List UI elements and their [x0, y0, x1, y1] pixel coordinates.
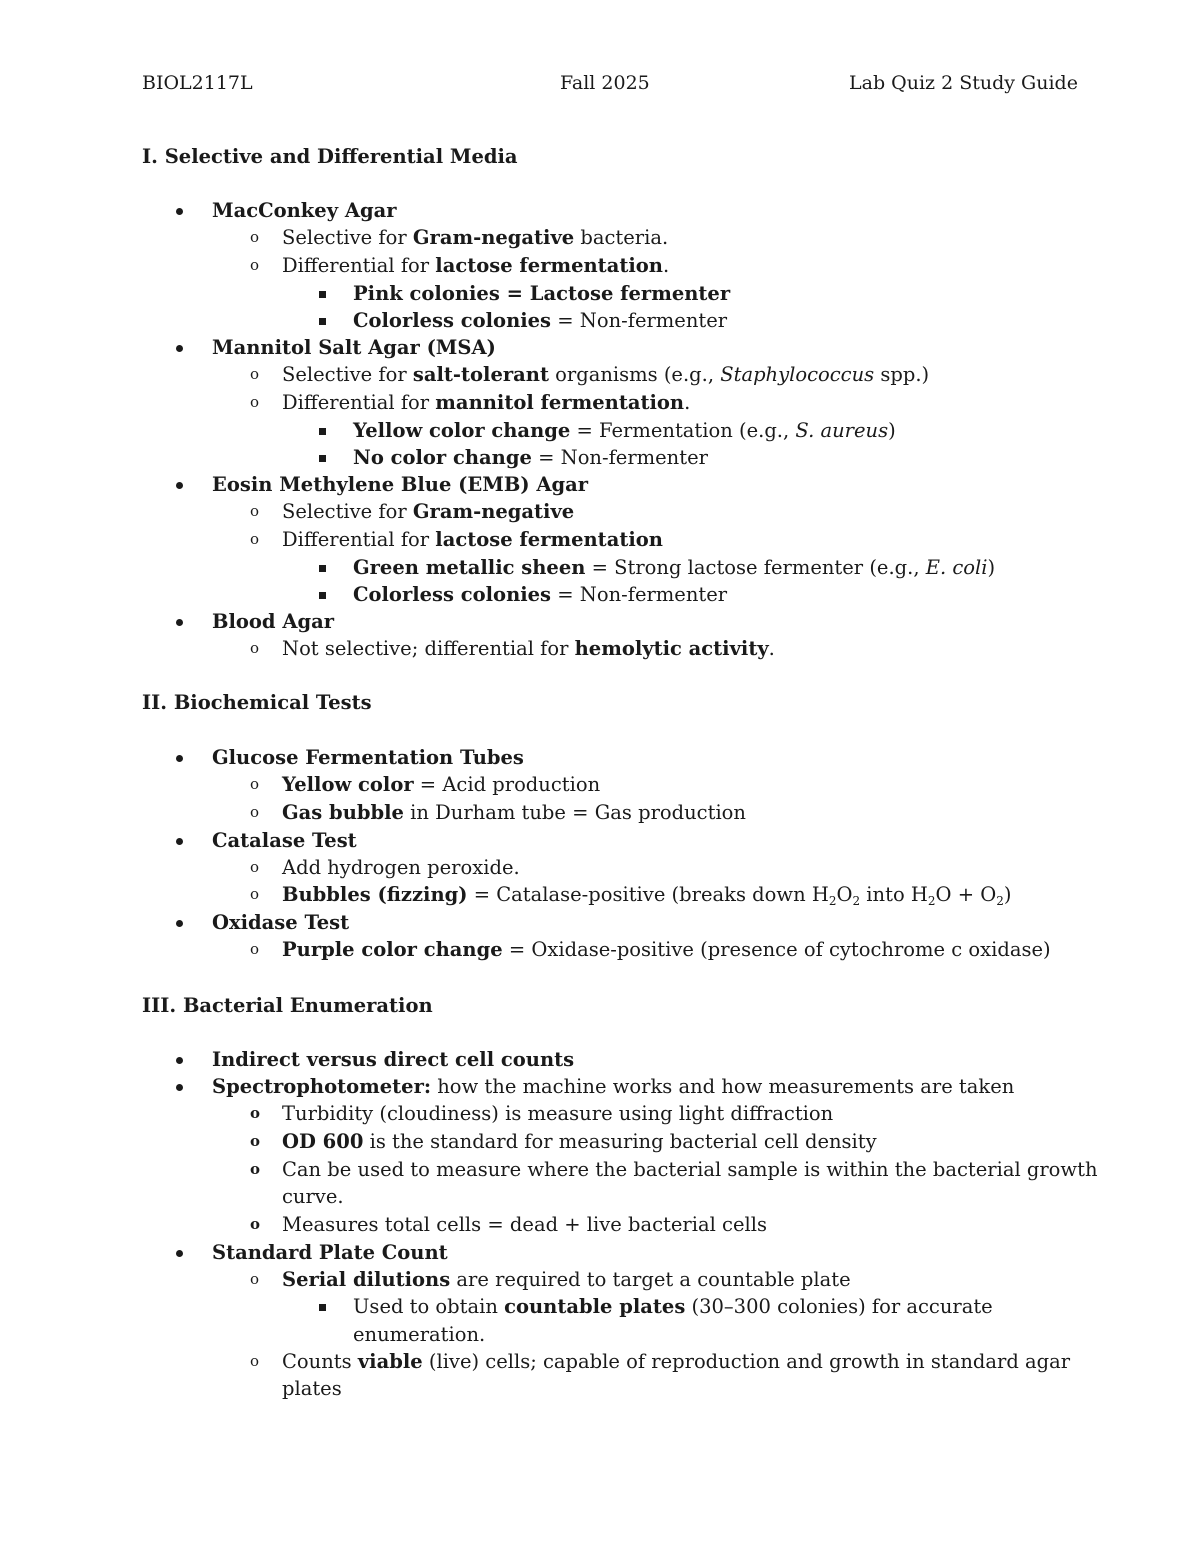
list-item: o Not selective; differential for hemolytic activity. — [250, 637, 775, 660]
circle-bullet-icon: o — [250, 256, 260, 274]
circle-bullet-icon: o — [250, 530, 260, 548]
circle-bullet-icon: o — [250, 803, 260, 821]
list-item: o Can be used to measure where the bacterial sample is within the bacterial growth — [250, 1158, 1098, 1181]
square-bullet-icon — [319, 291, 326, 298]
circle-bullet-icon: o — [250, 885, 260, 903]
list-item: o OD 600 is the standard for measuring bacterial cell density — [250, 1130, 877, 1153]
list-item: o Purple color change = Oxidase-positive (presence of cytochrome c oxidase) — [250, 938, 1051, 961]
list-item: Yellow color change = Fermentation (e.g., S. aureus) — [353, 417, 896, 444]
list-item: Colorless colonies = Non-fermenter — [353, 581, 727, 608]
list-item: Indirect versus direct cell counts — [212, 1046, 574, 1073]
list-item: o Bubbles (fizzing) = Catalase-positive (breaks down $H_2O_2$ into $H_2O + O_2$) — [250, 883, 1012, 908]
list-item: Glucose Fermentation Tubes — [212, 744, 524, 771]
list-item: Green metallic sheen = Strong lactose fermenter (e.g., E. coli) — [353, 554, 995, 581]
square-bullet-icon — [319, 455, 326, 462]
list-item: o Selective for Gram-negative bacteria. — [250, 226, 669, 249]
list-item-continuation: curve. — [282, 1185, 344, 1208]
list-item: Catalase Test — [212, 827, 357, 854]
circle-bullet-icon: o — [250, 1215, 261, 1233]
circle-bullet-icon: o — [250, 228, 260, 246]
square-bullet-icon — [319, 565, 326, 572]
list-item: o Measures total cells = dead + live bacterial cells — [250, 1213, 767, 1236]
square-bullet-icon — [319, 318, 326, 325]
circle-bullet-icon: o — [250, 858, 260, 876]
bullet-icon — [176, 920, 183, 927]
circle-bullet-icon: o — [250, 1270, 260, 1288]
list-item-continuation: enumeration. — [353, 1323, 486, 1346]
list-item: o Counts viable (live) cells; capable of reproduction and growth in standard agar — [250, 1350, 1071, 1373]
bullet-icon — [176, 208, 183, 215]
list-item: o Selective for Gram-negative — [250, 500, 575, 523]
circle-bullet-icon: o — [250, 639, 260, 657]
square-bullet-icon — [319, 1304, 326, 1311]
list-item: o Yellow color = Acid production — [250, 773, 601, 796]
circle-bullet-icon: o — [250, 775, 260, 793]
list-item: Colorless colonies = Non-fermenter — [353, 307, 727, 334]
list-item: Standard Plate Count — [212, 1239, 448, 1266]
bullet-icon — [176, 1057, 183, 1064]
list-item: Mannitol Salt Agar (MSA) — [212, 334, 496, 361]
bullet-icon — [176, 482, 183, 489]
bullet-icon — [176, 838, 183, 845]
section-heading: I. Selective and Differential Media — [142, 145, 518, 168]
list-item: o Selective for salt-tolerant organisms (e.g., Staphylococcus spp.) — [250, 363, 930, 386]
list-item: No color change = Non-fermenter — [353, 444, 708, 471]
circle-bullet-icon: o — [250, 365, 260, 383]
list-item: Spectrophotometer: how the machine works and how measurements are taken — [212, 1073, 1014, 1100]
circle-bullet-icon: o — [250, 1104, 261, 1122]
square-bullet-icon — [319, 428, 326, 435]
list-item: Used to obtain countable plates (30–300 colonies) for accurate — [353, 1293, 993, 1320]
list-item: Oxidase Test — [212, 909, 349, 936]
list-item: MacConkey Agar — [212, 197, 397, 224]
bullet-icon — [176, 345, 183, 352]
circle-bullet-icon: o — [250, 502, 260, 520]
list-item: o Serial dilutions are required to target a countable plate — [250, 1268, 851, 1291]
square-bullet-icon — [319, 592, 326, 599]
bullet-icon — [176, 1250, 183, 1257]
list-item: Eosin Methylene Blue (EMB) Agar — [212, 471, 588, 498]
circle-bullet-icon: o — [250, 940, 260, 958]
header-title: Lab Quiz 2 Study Guide — [849, 72, 1078, 94]
section-heading: III. Bacterial Enumeration — [142, 994, 433, 1017]
section-heading: II. Biochemical Tests — [142, 691, 372, 714]
list-item: o Differential for mannitol fermentation. — [250, 391, 691, 414]
bullet-icon — [176, 1084, 183, 1091]
list-item: Blood Agar — [212, 608, 334, 635]
circle-bullet-icon: o — [250, 1160, 261, 1178]
list-item: o Differential for lactose fermentation — [250, 528, 663, 551]
list-item: o Gas bubble in Durham tube = Gas production — [250, 801, 746, 824]
header-term: Fall 2025 — [560, 72, 650, 94]
list-item: Pink colonies = Lactose fermenter — [353, 280, 730, 307]
circle-bullet-icon: o — [250, 1352, 260, 1370]
circle-bullet-icon: o — [250, 393, 260, 411]
list-item: o Add hydrogen peroxide. — [250, 856, 520, 879]
bullet-icon — [176, 619, 183, 626]
list-item: o Turbidity (cloudiness) is measure using light diffraction — [250, 1102, 834, 1125]
circle-bullet-icon: o — [250, 1132, 261, 1150]
header-course: BIOL2117L — [142, 72, 253, 94]
list-item-continuation: plates — [282, 1377, 342, 1400]
bullet-icon — [176, 755, 183, 762]
list-item: o Differential for lactose fermentation. — [250, 254, 670, 277]
